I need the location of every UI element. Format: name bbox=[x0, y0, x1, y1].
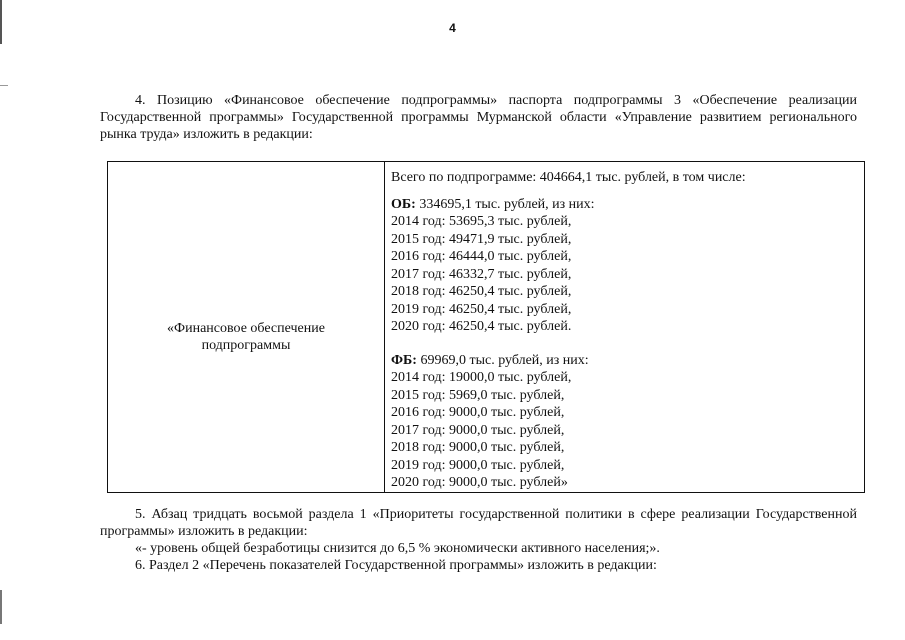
financing-values-cell bbox=[385, 162, 865, 493]
paragraph-6: 6. Раздел 2 «Перечень показателей Государственной программы» изложить в редакции: bbox=[135, 558, 657, 573]
financing-label-cell bbox=[108, 162, 385, 493]
ob-year-line: 2020 год: 46250,4 тыс. рублей. bbox=[391, 319, 572, 334]
fb-summary-text: 69969,0 тыс. рублей, из них: bbox=[416, 352, 589, 368]
ob-year-line: 2016 год: 46444,0 тыс. рублей, bbox=[391, 249, 572, 264]
table-row bbox=[108, 162, 865, 493]
ob-year-line: 2019 год: 46250,4 тыс. рублей, bbox=[391, 301, 572, 317]
fb-year-line: 2019 год: 9000,0 тыс. рублей, bbox=[391, 457, 565, 473]
fb-year-line: 2016 год: 9000,0 тыс. рублей, bbox=[391, 405, 565, 420]
ob-year-line: 2017 год: 46332,7 тыс. рублей, bbox=[391, 266, 572, 282]
ob-year-line: 2015 год: 49471,9 тыс. рублей, bbox=[391, 231, 572, 247]
fb-label: ФБ: bbox=[391, 352, 417, 368]
financing-total: Всего по подпрограмме: 404664,1 тыс. рублей, в том числе: bbox=[391, 170, 746, 185]
fb-summary bbox=[391, 352, 858, 370]
paragraph-5-quote: «- уровень общей безработицы снизится до 6,5 % экономически активного населения;». bbox=[135, 541, 660, 556]
ob-year-line: 2018 год: 46250,4 тыс. рублей, bbox=[391, 284, 572, 299]
ob-label: ОБ: bbox=[391, 196, 416, 212]
ob-summary-text: 334695,1 тыс. рублей, из них: bbox=[415, 196, 595, 212]
paragraph-5: 5. Абзац тридцать восьмой раздела 1 «Приоритеты государственной политики в сфере реализации Государственной программы» изложить в редакции: bbox=[100, 507, 857, 539]
scan-edge-mark-lower bbox=[0, 590, 2, 624]
fb-year-line: 2014 год: 19000,0 тыс. рублей, bbox=[391, 370, 572, 385]
paragraph-4: 4. Позицию «Финансовое обеспечение подпрограммы» паспорта подпрограммы 3 «Обеспечение реализации Государственной программы» Государственной программы Мурманской области «Управление развитием регионального рынка труда» изложить в редакции: bbox=[100, 93, 857, 142]
fb-year-line: 2020 год: 9000,0 тыс. рублей» bbox=[391, 475, 568, 490]
financing-table bbox=[107, 161, 865, 493]
fb-year-line: 2015 год: 5969,0 тыс. рублей, bbox=[391, 387, 565, 403]
ob-summary bbox=[391, 196, 858, 214]
page-number: 4 bbox=[449, 21, 456, 35]
ob-year-line: 2014 год: 53695,3 тыс. рублей, bbox=[391, 214, 572, 229]
fb-year-line: 2018 год: 9000,0 тыс. рублей, bbox=[391, 440, 565, 455]
scan-edge-tick bbox=[0, 85, 8, 86]
fb-year-line: 2017 год: 9000,0 тыс. рублей, bbox=[391, 422, 565, 438]
financing-label-line2: подпрограммы bbox=[201, 337, 291, 353]
financing-label-line1: «Финансовое обеспечение bbox=[167, 320, 325, 336]
